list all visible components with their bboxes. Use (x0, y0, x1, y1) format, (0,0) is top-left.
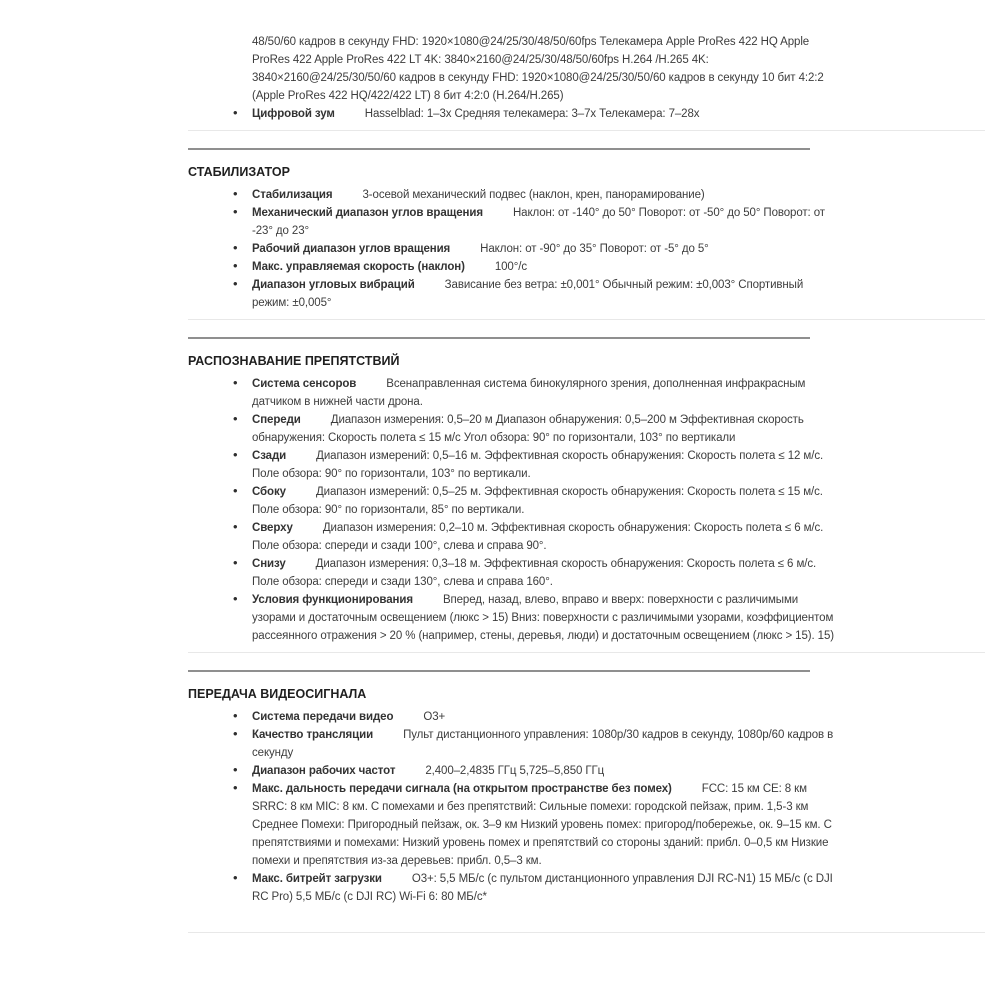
spec-label: Механический диапазон углов вращения (252, 207, 483, 219)
spec-item (188, 780, 838, 870)
spec-label: Макс. дальность передачи сигнала (на открытом пространстве без помех) (252, 783, 672, 795)
spec-value: 100°/с (494, 261, 527, 273)
spec-label: Условия функционирования (252, 594, 413, 606)
section-title: СТАБИЛИЗАТОР (188, 165, 290, 179)
spec-label: Сверху (252, 522, 293, 534)
spec-value: 2,400–2,4835 ГГц 5,725–5,850 ГГц (425, 765, 605, 777)
spec-item (188, 258, 838, 276)
row-divider (188, 130, 985, 131)
spec-value: Диапазон измерения: 0,2–10 м. Эффективная скорость обнаружения: Скорость полета ≤ 6 м/с. Поле обзора: спереди и сзади 100°, слева и справа 90°. (252, 522, 824, 552)
spec-label: Снизу (252, 558, 286, 570)
spec-item (188, 204, 838, 240)
section-title: ПЕРЕДАЧА ВИДЕОСИГНАЛА (188, 687, 367, 701)
spec-label: Макс. битрейт загрузки (252, 873, 382, 885)
spec-item (188, 870, 838, 906)
spec-value: Наклон: от -90° до 35° Поворот: от -5° до 5° (480, 243, 709, 255)
spec-item (188, 519, 838, 555)
section-divider (188, 337, 810, 339)
spec-value: Наклон: от -140° до 50° Поворот: от -50° до 50° Поворот: от -23° до 23° (252, 207, 825, 237)
spec-value: Диапазон измерения: 0,5–20 м Диапазон обнаружения: 0,5–200 м Эффективная скорость обнаружения: Скорость полета ≤ 15 м/с Угол обзора: 90° по горизонтали, 103° по вертикали (252, 414, 804, 444)
spec-item (188, 726, 838, 762)
spec-value: Пульт дистанционного управления: 1080p/30 кадров в секунду, 1080p/60 кадров в секунду (252, 729, 834, 759)
spec-label: Качество трансляции (252, 729, 374, 741)
spec-item (188, 375, 838, 411)
spec-value: 3-осевой механический подвес (наклон, крен, панорамирование) (362, 189, 705, 201)
spec-value: O3+ (423, 711, 446, 723)
spec-item (188, 411, 838, 447)
spec-item (188, 762, 838, 780)
spec-item (188, 240, 838, 258)
spec-item (188, 708, 838, 726)
spec-label: Макс. управляемая скорость (наклон) (252, 261, 465, 273)
spec-label: Диапазон рабочих частот (252, 765, 396, 777)
spec-item (188, 555, 838, 591)
spec-label: Рабочий диапазон углов вращения (252, 243, 451, 255)
section-divider (188, 670, 810, 672)
spec-value: FCC: 15 км CE: 8 км SRRC: 8 км MIC: 8 км. С помехами и без препятствий: Сильные помехи: городской пейзаж, прим. 1,5-3 км Среднее Помехи: Пригородный пейзаж, ок. 3–9 км Низкий уровень помех: пригород/побережье, ок. 9–15 км. С препятствиями и помехами: Низкий уровень помех и препятствий со стороны зданий: прибл. 0–0,5 км Низкие помехи и препятствия из-за деревьев: прибл. 0,5–3 км. (252, 783, 832, 867)
spec-label: Сбоку (252, 486, 286, 498)
spec-value: Вперед, назад, влево, вправо и вверх: поверхности с различимыми узорами и достаточным освещением (люкс > 15) Вниз: поверхности с различимыми узорами, коэффициентом рассеянного отражения > 20 % (например, стены, деревья, люди) и достаточным освещением (люкс > 15). 15) (252, 594, 834, 642)
spec-item (188, 186, 838, 204)
spec-value: Hasselblad: 1–3x Средняя телекамера: 3–7x Телекамера: 7–28x (364, 108, 700, 120)
row-divider (188, 652, 985, 653)
spec-item (188, 483, 838, 519)
spec-label: Система сенсоров (252, 378, 357, 390)
spec-item (188, 447, 838, 483)
spec-value: Диапазон измерения: 0,3–18 м. Эффективная скорость обнаружения: Скорость полета ≤ 6 м/с. Поле обзора: спереди и сзади 130°, слева и справа 160°. (252, 558, 817, 588)
spec-value: Диапазон измерений: 0,5–16 м. Эффективная скорость обнаружения: Скорость полета ≤ 12 м/с. Поле обзора: 90° по горизонтали, 103° по вертикали. (252, 450, 824, 480)
spec-label: Сзади (252, 450, 287, 462)
spec-value: Зависание без ветра: ±0,001° Обычный режим: ±0,003° Спортивный режим: ±0,005° (252, 279, 804, 309)
sections (188, 105, 985, 933)
row-divider (188, 932, 985, 933)
spec-label: Спереди (252, 414, 301, 426)
row-divider (188, 319, 985, 320)
spec-value: O3+: 5,5 МБ/с (с пультом дистанционного управления DJI RC-N1) 15 МБ/с (с DJI RC Pro) 5,5 МБ/с (с DJI RC) Wi-Fi 6: 80 МБ/с* (252, 873, 833, 903)
spec-item (188, 276, 838, 312)
video-format-continuation-text: 48/50/60 кадров в секунду FHD: 1920×1080@24/25/30/48/50/60fps Телекамера Apple ProRes 422 HQ Apple ProRes 422 Apple ProRes 422 LT 4K: 3840×2160@24/25/30/48/50/60fps H.264 /H.265 4K: 3840×2160@24/25/30/50/60 кадров в секунду FHD: 1920×1080@24/25/30/50/60 кадров в секунду 10 бит 4:2:2 (Apple ProRes 422 HQ/422/422 LT) 8 бит 4:2:0 (H.264/H.265) (252, 36, 824, 102)
spec-value: Диапазон измерений: 0,5–25 м. Эффективная скорость обнаружения: Скорость полета ≤ 15 м/с. Поле обзора: 90° по горизонтали, 85° по вертикали. (252, 486, 823, 516)
spec-item (188, 591, 838, 645)
spec-label: Стабилизация (252, 189, 333, 201)
spec-label: Диапазон угловых вибраций (252, 279, 415, 291)
section-divider (188, 148, 810, 150)
spec-item (188, 105, 838, 123)
spec-label: Система передачи видео (252, 711, 394, 723)
spec-value: Всенаправленная система бинокулярного зрения, дополненная инфракрасным датчиком в нижней части дрона. (252, 378, 806, 408)
spec-label: Цифровой зум (252, 108, 335, 120)
section-title: РАСПОЗНАВАНИЕ ПРЕПЯТСТВИЙ (188, 354, 400, 368)
